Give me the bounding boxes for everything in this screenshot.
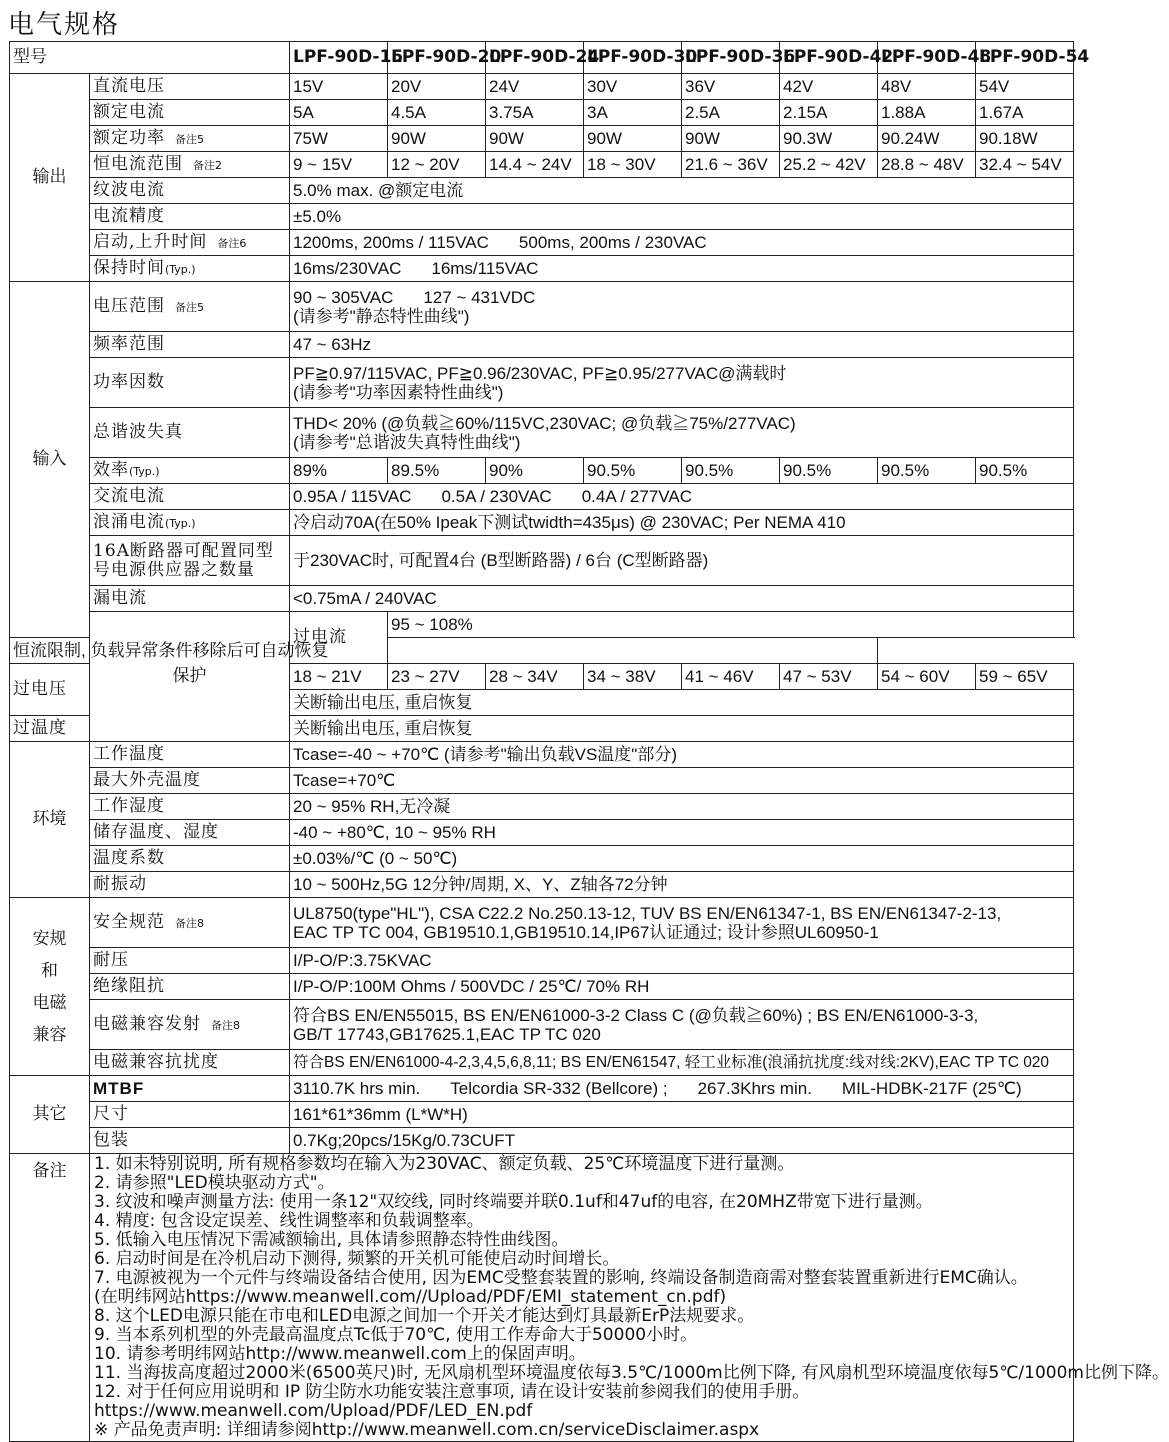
cell: 47 ~ 63Hz [290, 332, 1074, 358]
cell: 18 ~ 30V [584, 152, 682, 178]
note-ref: 备注8 [211, 1018, 240, 1032]
model-name: LPF-90D-15 [290, 42, 388, 74]
spec-row [10, 152, 1074, 178]
spec-table [9, 41, 1169, 1442]
cell: 20V [388, 74, 486, 100]
row-label: 最大外壳温度 [90, 768, 290, 794]
value-line: THD< 20% (@负载≧60%/115VC,230VAC; @负载≧75%/277VAC) [293, 413, 796, 433]
value-part: 16ms/115VAC [431, 259, 539, 278]
spec-row [10, 586, 1074, 612]
cell: 54 ~ 60V [878, 664, 976, 690]
spec-row [10, 282, 1074, 332]
cell: 冷启动70A(在50% Ipeak下测试twidth=435μs) @ 230VAC; Per NEMA 410 [290, 510, 1074, 536]
model-name: LPF-90D-54 [976, 42, 1074, 74]
row-label [90, 230, 290, 256]
cell: 0.7Kg;20pcs/15Kg/0.73CUFT [290, 1128, 1074, 1154]
row-label [90, 1000, 290, 1050]
spec-row [10, 872, 1074, 898]
value-line: (请参考"功率因素特性曲线") [293, 382, 504, 402]
group-line: 兼容 [32, 1024, 67, 1045]
model-name: LPF-90D-24 [486, 42, 584, 74]
typ-mark: (Typ.) [129, 464, 160, 478]
row-label: 工作湿度 [90, 794, 290, 820]
row-label: 额定电流 [90, 100, 290, 126]
spec-row [10, 638, 1074, 664]
note-line: 4. 精度: 包含设定误差、线性调整率和负载调整率。 [94, 1211, 484, 1231]
cell: Tcase=+70℃ [290, 768, 1074, 794]
cell: 24V [486, 74, 584, 100]
cell: 10 ~ 500Hz,5G 12分钟/周期, X、Y、Z轴各72分钟 [290, 872, 1074, 898]
notes-list [90, 1154, 1169, 1442]
row-label: 过电压 [10, 664, 90, 716]
value-part: 267.3Khrs min. [697, 1079, 812, 1098]
value-part: 0.4A / 277VAC [581, 487, 692, 506]
cell: 15V [290, 74, 388, 100]
cell: 41 ~ 46V [682, 664, 780, 690]
page-title: 电气规格 [8, 10, 121, 40]
cell: 48V [878, 74, 976, 100]
spec-row [10, 74, 1074, 100]
spec-row [10, 204, 1074, 230]
row-label: MTBF [90, 1076, 290, 1102]
cell: 90.5% [976, 458, 1074, 484]
note-line: ※ 产品免责声明: 详细请参阅http://www.meanwell.com.cn/serviceDisclaimer.aspx [94, 1420, 760, 1440]
row-label: 交流电流 [90, 484, 290, 510]
cell: 23 ~ 27V [388, 664, 486, 690]
value-line: GB/T 17743,GB17625.1,EAC TP TC 020 [293, 1024, 601, 1044]
cell: 90.24W [878, 126, 976, 152]
row-label: 频率范围 [90, 332, 290, 358]
note-line: 5. 低输入电压情况下需减额输出, 具体请参照静态特性曲线图。 [94, 1230, 569, 1250]
spec-row [10, 1128, 1074, 1154]
note-ref: 备注8 [175, 916, 204, 930]
cell [290, 230, 1074, 256]
cell: 90W [682, 126, 780, 152]
group-line: 安规 [32, 928, 67, 949]
spec-row [10, 536, 1074, 586]
row-label: 电流精度 [90, 204, 290, 230]
value-part: 127 ~ 431VDC [423, 287, 536, 307]
cell [290, 282, 1074, 332]
cell: 32.4 ~ 54V [976, 152, 1074, 178]
value-part: 90 ~ 305VAC [293, 287, 394, 307]
note-line: 6. 启动时间是在冷机启动下测得, 频繁的开关机可能使启动时间增长。 [94, 1249, 620, 1269]
spec-row [10, 458, 1074, 484]
row-label [90, 536, 290, 586]
note-ref: 备注5 [175, 300, 204, 314]
note-line: 3. 纹波和噪声测量方法: 使用一条12"双绞线, 同时终端要并联0.1uf和47uf的电容, 在20MHZ带宽下进行量测。 [94, 1192, 933, 1212]
row-label: 功率因数 [90, 358, 290, 408]
cell [290, 256, 1074, 282]
cell: 34 ~ 38V [584, 664, 682, 690]
row-label-line: 号电源供应器之数量 [93, 559, 255, 580]
row-label-text: 额定功率 [93, 127, 165, 148]
note-line: 12. 对于任何应用说明和 IP 防尘防水功能安装注意事项, 请在设计安装前参阅我们的使用手册。 [94, 1382, 810, 1402]
model-label: 型号 [10, 42, 290, 74]
row-label: 耐压 [90, 948, 290, 974]
row-label: 绝缘阻抗 [90, 974, 290, 1000]
cell: 90.3W [780, 126, 878, 152]
cell: 3A [584, 100, 682, 126]
cell: 90W [584, 126, 682, 152]
model-header-row [10, 42, 1074, 74]
note-line: https://www.meanwell.com/Upload/PDF/LED_EN.pdf [94, 1401, 533, 1421]
model-name: LPF-90D-42 [780, 42, 878, 74]
group-others: 其它 [10, 1076, 90, 1154]
row-label-text: 浪涌电流 [93, 511, 165, 532]
model-name: LPF-90D-30 [584, 42, 682, 74]
row-label: 直流电压 [90, 74, 290, 100]
cell: 90.5% [878, 458, 976, 484]
cell: 90W [486, 126, 584, 152]
cell: 1.67A [976, 100, 1074, 126]
row-label-text: 效率 [93, 459, 129, 480]
spec-row [10, 126, 1074, 152]
note-line: 9. 当本系列机型的外壳最高温度点Tc低于70℃, 使用工作寿命大于50000小时。 [94, 1325, 698, 1345]
cell [290, 898, 1074, 948]
cell: 20 ~ 95% RH,无冷凝 [290, 794, 1074, 820]
group-output: 输出 [10, 74, 90, 282]
spec-row [10, 768, 1074, 794]
cell: 90.18W [976, 126, 1074, 152]
spec-row [10, 612, 1074, 638]
cell: 于230VAC时, 可配置4台 (B型断路器) / 6台 (C型断路器) [290, 536, 1074, 586]
cell: 54V [976, 74, 1074, 100]
cell: 89% [290, 458, 388, 484]
cell: 4.5A [388, 100, 486, 126]
spec-row [10, 332, 1074, 358]
spec-row [10, 100, 1074, 126]
spec-row [10, 1102, 1074, 1128]
row-label-line: 16A断路器可配置同型 [93, 540, 274, 561]
row-label: 储存温度、湿度 [90, 820, 290, 846]
cell: 90W [388, 126, 486, 152]
cell: 47 ~ 53V [780, 664, 878, 690]
spec-row [10, 230, 1074, 256]
spec-row [10, 794, 1074, 820]
cell: 关断输出电压, 重启恢复 [290, 716, 1074, 742]
cell: ±5.0% [290, 204, 1074, 230]
value-line: (请参考"总谐波失真特性曲线") [293, 432, 521, 452]
value-line: UL8750(type"HL"), CSA C22.2 No.250.13-12, TUV BS EN/EN61347-1, BS EN/EN61347-2-13, [293, 903, 1002, 923]
cell: -40 ~ +80℃, 10 ~ 95% RH [290, 820, 1074, 846]
typ-mark: (Typ.) [165, 516, 196, 530]
note-line: 8. 这个LED电源只能在市电和LED电源之间加一个开关才能达到灯具最新ErP法规要求。 [94, 1306, 755, 1326]
cell: 28.8 ~ 48V [878, 152, 976, 178]
value-part: MIL-HDBK-217F (25℃) [841, 1079, 1022, 1098]
value-line: (请参考"静态特性曲线") [293, 306, 470, 326]
cell: 2.15A [780, 100, 878, 126]
note-ref: 备注5 [175, 132, 204, 146]
cell [290, 484, 1074, 510]
row-label-text: 安全规范 [93, 911, 165, 932]
cell: 90% [486, 458, 584, 484]
row-label [90, 510, 290, 536]
row-label: 包装 [90, 1128, 290, 1154]
row-label [90, 256, 290, 282]
notes-row [10, 1154, 1074, 1442]
note-line: 11. 当海拔高度超过2000米(6500英尺)时, 无风扇机型环境温度依每3.5℃/1000m比例下降, 有风扇机型环境温度依每5℃/1000m比例下降。 [94, 1363, 1169, 1383]
cell: 75W [290, 126, 388, 152]
spec-row [10, 846, 1074, 872]
spec-row [10, 358, 1074, 408]
note-ref: 备注2 [193, 158, 222, 172]
value-part: 0.5A / 230VAC [441, 487, 552, 506]
cell: I/P-O/P:3.75KVAC [290, 948, 1074, 974]
value-part: 1200ms, 200ms / 115VAC [293, 233, 489, 252]
value-part: 0.95A / 115VAC [293, 487, 412, 506]
cell: ±0.03%/℃ (0 ~ 50℃) [290, 846, 1074, 872]
cell: 59 ~ 65V [976, 664, 1074, 690]
value-line: EAC TP TC 004, GB19510.1,GB19510.14,IP67认证通过; 设计参照UL60950-1 [293, 922, 879, 942]
group-safety-emc [10, 898, 90, 1076]
cell: 21.6 ~ 36V [682, 152, 780, 178]
cell: 恒流限制, 负载异常条件移除后可自动恢复 [10, 638, 878, 664]
spec-row [10, 974, 1074, 1000]
row-label [90, 126, 290, 152]
note-line: 2. 请参照"LED模块驱动方式"。 [94, 1173, 335, 1193]
spec-row [10, 178, 1074, 204]
row-label: 过电流 [290, 612, 388, 664]
spec-row [10, 898, 1074, 948]
cell: 36V [682, 74, 780, 100]
value-part: 500ms, 200ms / 230VAC [518, 233, 707, 252]
cell: <0.75mA / 240VAC [290, 586, 1074, 612]
cell: 25.2 ~ 42V [780, 152, 878, 178]
cell: 1.88A [878, 100, 976, 126]
cell: 18 ~ 21V [290, 664, 388, 690]
cell: 30V [584, 74, 682, 100]
row-label [90, 898, 290, 948]
cell: 12 ~ 20V [388, 152, 486, 178]
value-line: PF≧0.97/115VAC, PF≧0.96/230VAC, PF≧0.95/277VAC@满载时 [293, 363, 787, 383]
row-label: 耐振动 [90, 872, 290, 898]
cell: 关断输出电压, 重启恢复 [290, 690, 1074, 716]
cell [290, 1000, 1074, 1050]
note-ref: 备注6 [217, 236, 247, 250]
row-label-text: 恒电流范围 [93, 153, 183, 174]
cell: 9 ~ 15V [290, 152, 388, 178]
cell [290, 358, 1074, 408]
group-input: 输入 [10, 282, 90, 638]
group-notes: 备注 [10, 1154, 90, 1442]
cell: 42V [780, 74, 878, 100]
group-line: 和 [41, 960, 58, 981]
group-environment: 环境 [10, 742, 90, 898]
cell: 2.5A [682, 100, 780, 126]
cell [290, 1076, 1074, 1102]
row-label [90, 458, 290, 484]
row-label: 工作温度 [90, 742, 290, 768]
spec-row [10, 742, 1074, 768]
typ-mark: (Typ.) [165, 262, 196, 276]
row-label-text: 保持时间 [93, 257, 165, 278]
cell: 90.5% [584, 458, 682, 484]
row-label-text: 电压范围 [93, 295, 165, 316]
value-part: Telcordia SR-332 (Bellcore) ; [450, 1079, 668, 1098]
row-label: 尺寸 [90, 1102, 290, 1128]
row-label-text: 启动,上升时间 [93, 231, 208, 252]
note-line: 1. 如未特别说明, 所有规格参数均在输入为230VAC、额定负载、25℃环境温度下进行量测。 [94, 1154, 795, 1174]
cell: 89.5% [388, 458, 486, 484]
cell: I/P-O/P:100M Ohms / 500VDC / 25℃/ 70% RH [290, 974, 1074, 1000]
note-line: 7. 电源被视为一个元件与终端设备结合使用, 因为EMC受整套装置的影响, 终端设备制造商需对整套装置重新进行EMC确认。 [94, 1268, 1028, 1288]
model-name: LPF-90D-36 [682, 42, 780, 74]
group-protection: 保护 [90, 612, 290, 742]
cell: 95 ~ 108% [388, 612, 1074, 638]
value-part: 16ms/230VAC [293, 259, 402, 278]
spec-row [10, 256, 1074, 282]
note-line: 10. 请参考明纬网站http://www.meanwell.com上的保固声明。 [94, 1344, 586, 1364]
row-label: 漏电流 [90, 586, 290, 612]
spec-row [10, 948, 1074, 974]
cell: 90.5% [682, 458, 780, 484]
row-label: 纹波电流 [90, 178, 290, 204]
row-label: 总谐波失真 [90, 408, 290, 458]
value-line: 符合BS EN/EN55015, BS EN/EN61000-3-2 Class C (@负载≧60%) ; BS EN/EN61000-3-3, [293, 1005, 979, 1025]
cell: Tcase=-40 ~ +70℃ (请参考"输出负载VS温度"部分) [290, 742, 1074, 768]
cell [290, 408, 1074, 458]
spec-row [10, 1050, 1074, 1076]
spec-row [10, 408, 1074, 458]
row-label [90, 152, 290, 178]
row-label-text: 电磁兼容发射 [93, 1013, 201, 1034]
spec-row [10, 820, 1074, 846]
spec-row [10, 484, 1074, 510]
cell: 5A [290, 100, 388, 126]
spec-row [10, 1076, 1074, 1102]
cell: 符合BS EN/EN61000-4-2,3,4,5,6,8,11; BS EN/EN61547, 轻工业标准(浪涌抗扰度:线对线:2KV),EAC TP TC 020 [290, 1050, 1074, 1076]
row-label: 电磁兼容抗扰度 [90, 1050, 290, 1076]
model-name: LPF-90D-20 [388, 42, 486, 74]
note-line: (在明纬网站https://www.meanwell.com//Upload/PDF/EMI_statement_cn.pdf) [94, 1287, 727, 1307]
cell: 5.0% max. @额定电流 [290, 178, 1074, 204]
spec-row [10, 510, 1074, 536]
cell: 14.4 ~ 24V [486, 152, 584, 178]
model-name: LPF-90D-48 [878, 42, 976, 74]
value-part: 3110.7K hrs min. [293, 1079, 421, 1098]
cell: 161*61*36mm (L*W*H) [290, 1102, 1074, 1128]
cell: 3.75A [486, 100, 584, 126]
row-label: 温度系数 [90, 846, 290, 872]
row-label: 过温度 [10, 716, 90, 742]
spec-row [10, 1000, 1074, 1050]
group-line: 电磁 [32, 992, 67, 1013]
cell: 28 ~ 34V [486, 664, 584, 690]
row-label [90, 282, 290, 332]
cell: 90.5% [780, 458, 878, 484]
